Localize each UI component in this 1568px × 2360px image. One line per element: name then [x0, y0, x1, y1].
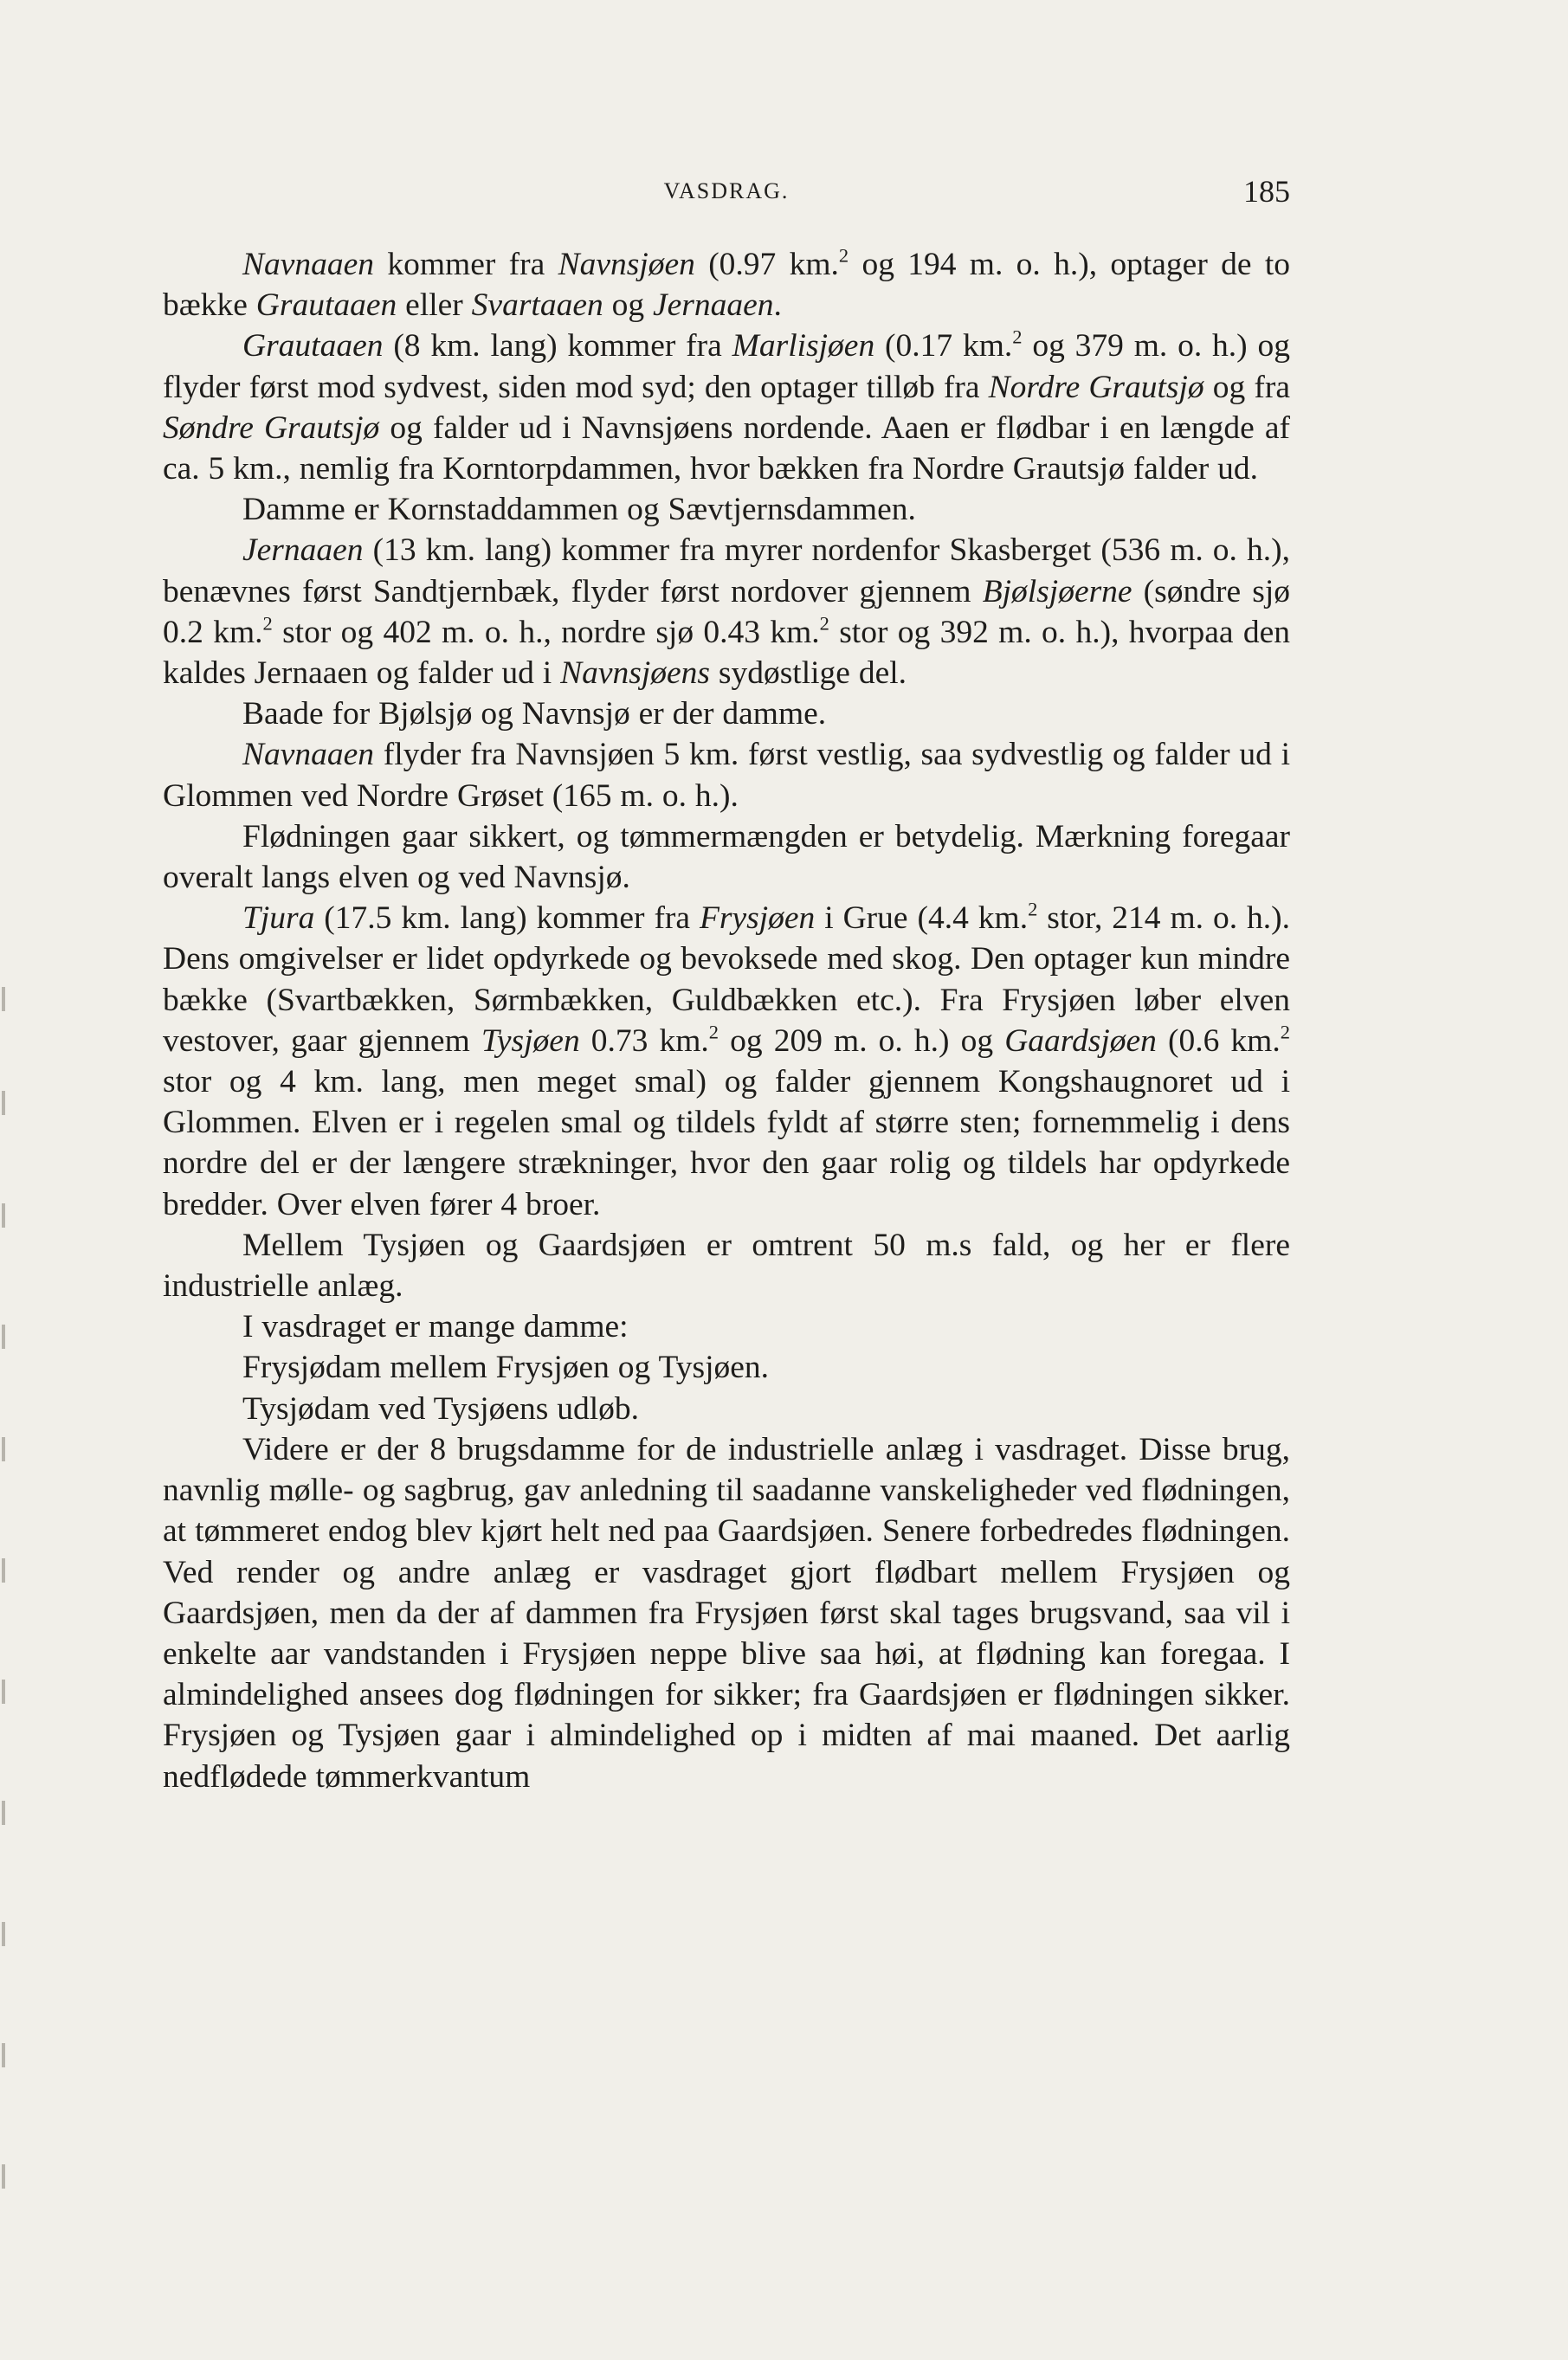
superscript: 2	[819, 612, 829, 635]
superscript: 2	[838, 244, 849, 267]
body-text	[163, 244, 1290, 1797]
page-number: 185	[1243, 174, 1290, 209]
text-run: kommer fra	[374, 247, 558, 282]
italic-name: Grautaaen	[242, 328, 384, 364]
italic-name: Nordre Grautsjø	[988, 369, 1204, 405]
scan-edge-marks	[0, 952, 9, 2251]
text-run: og	[603, 287, 653, 324]
superscript: 2	[708, 1021, 719, 1043]
italic-name: Navnaaen	[242, 247, 375, 282]
text-run: sydøstlige del.	[709, 655, 907, 692]
superscript: 2	[1280, 1021, 1290, 1043]
text-run: (0.6 km.	[1156, 1022, 1281, 1059]
text-run: stor og 402 m. o. h., nordre sjø 0.43 km.	[272, 614, 820, 650]
italic-name: Bjølsjøerne	[982, 573, 1132, 609]
text-run: Damme er Kornstaddammen og Sævtjernsdammen.	[242, 492, 916, 528]
text-run: (søndre sjø 0.2 km.	[163, 573, 1290, 650]
paragraph	[163, 244, 1290, 326]
italic-name: Tjura	[242, 900, 315, 937]
text-run: (0.97 km.	[694, 247, 839, 282]
italic-name: Navnsjøens	[560, 655, 710, 692]
text-run: .	[773, 287, 782, 324]
text-run: og 379 m. o. h.) og flyder først mod sydvest, siden mod syd; den optager tilløb fra	[163, 328, 1290, 405]
italic-name: Gaardsjøen	[1004, 1022, 1157, 1059]
text-run: (0.17 km.	[874, 328, 1013, 364]
text-run: Tysjødam ved Tysjøens udløb.	[242, 1390, 640, 1427]
italic-name: Navnaaen	[242, 737, 375, 773]
text-run: eller	[397, 287, 472, 324]
paragraph	[163, 1389, 1290, 1429]
text-run: og fra	[1203, 369, 1291, 405]
superscript: 2	[262, 612, 273, 635]
text-run: Mellem Tysjøen og Gaardsjøen er omtrent 50 m.s fald, og her er flere industrielle anlæg.	[163, 1227, 1290, 1305]
italic-name: Søndre Grautsjø	[163, 409, 380, 446]
text-run: (8 km. lang) kommer fra	[383, 328, 732, 364]
paragraph	[163, 530, 1290, 693]
paragraph	[163, 734, 1290, 816]
italic-name: Tysjøen	[481, 1022, 580, 1059]
text-run: og 194 m. o. h.), optager de to bække	[163, 247, 1290, 324]
italic-name: Frysjøen	[700, 900, 816, 937]
italic-name: Jernaaen	[652, 287, 774, 324]
text-run: Frysjødam mellem Frysjøen og Tysjøen.	[242, 1350, 770, 1386]
paragraph	[163, 1347, 1290, 1388]
text-run: Flødningen gaar sikkert, og tømmermængden er betydelig. Mærkning foregaar overalt langs elven og ved Navnsjø.	[163, 818, 1290, 896]
italic-name: Navnsjøen	[558, 247, 695, 282]
text-run: 0.73 km.	[579, 1022, 709, 1059]
superscript: 2	[1028, 898, 1038, 920]
paragraph	[163, 1306, 1290, 1347]
text-run: Videre er der 8 brugsdamme for de industrielle anlæg i vasdraget. Disse brug, navnlig mølle- og sagbrug, gav anledning til saadanne vanskeligheder ved flødningen, at tømmeret endog blev kjørt helt ned paa Gaardsjøen. Senere forbedredes flødningen. Ved render og andre anlæg er vasdraget gjort flødbart mellem Frysjøen og Gaardsjøen, men da der af dammen fra Frysjøen først skal tages brugsvand, saa vil i enkelte aar vandstanden i Frysjøen neppe blive saa høi, at flødning kan foregaa. I almindelighed ansees dog flødningen for sikker; fra Gaardsjøen er flødningen sikker. Frysjøen og Tysjøen gaar i almindelighed op i midten af mai maaned. Det aarlig nedflødede tømmerkvantum	[163, 1431, 1290, 1795]
text-run: stor og 392 m. o. h.), hvorpaa den kaldes Jernaaen og falder ud i	[163, 614, 1291, 692]
italic-name: Grautaaen	[255, 287, 397, 324]
italic-name: Jernaaen	[242, 532, 364, 569]
text-run: stor og 4 km. lang, men meget smal) og falder gjennem Kongshaugnoret ud i Glommen. Elven er i regelen smal og tildels fyldt af større sten; fornemmelig i dens nordre del er der længere strækninger, hvor den gaar rolig og tildels har opdyrkede bredder. Over elven fører 4 broer.	[163, 1064, 1290, 1222]
text-run: og falder ud i Navnsjøens nordende. Aaen er flødbar i en længde af ca. 5 km., nemlig fra Korntorpdammen, hvor bækken fra Nordre Grautsjø falder ud.	[163, 409, 1290, 487]
paragraph	[163, 898, 1290, 1225]
italic-name: Marlisjøen	[732, 328, 875, 364]
text-run: stor, 214 m. o. h.). Dens omgivelser er lidet opdyrkede og bevoksede med skog. Den optager kun mindre bække (Svartbækken, Sørmbækken, Guldbækken etc.). Fra Frysjøen løber elven vestover, gaar gjennem	[163, 900, 1291, 1059]
text-run: flyder fra Navnsjøen 5 km. først vestlig, saa sydvestlig og falder ud i Glommen ved Nordre Grøset (165 m. o. h.).	[163, 737, 1290, 814]
text-run: i Grue (4.4 km.	[815, 900, 1029, 937]
text-run: og 209 m. o. h.) og	[719, 1022, 1005, 1059]
text-run: (17.5 km. lang) kommer fra	[314, 900, 700, 937]
paragraph	[163, 1225, 1290, 1306]
text-run: (13 km. lang) kommer fra myrer nordenfor Skasberget (536 m. o. h.), benævnes først Sandtjernbæk, flyder først nordover gjennem	[163, 532, 1290, 609]
page-header	[163, 173, 1290, 215]
running-head: VASDRAG.	[663, 178, 790, 203]
paragraph	[163, 326, 1290, 489]
italic-name: Svartaaen	[471, 287, 603, 324]
text-run: I vasdraget er mange damme:	[242, 1309, 629, 1345]
paragraph	[163, 489, 1290, 530]
paragraph	[163, 693, 1290, 734]
paragraph	[163, 1429, 1290, 1797]
text-run: Baade for Bjølsjø og Navnsjø er der damme.	[242, 696, 827, 732]
superscript: 2	[1012, 326, 1023, 348]
paragraph	[163, 816, 1290, 898]
